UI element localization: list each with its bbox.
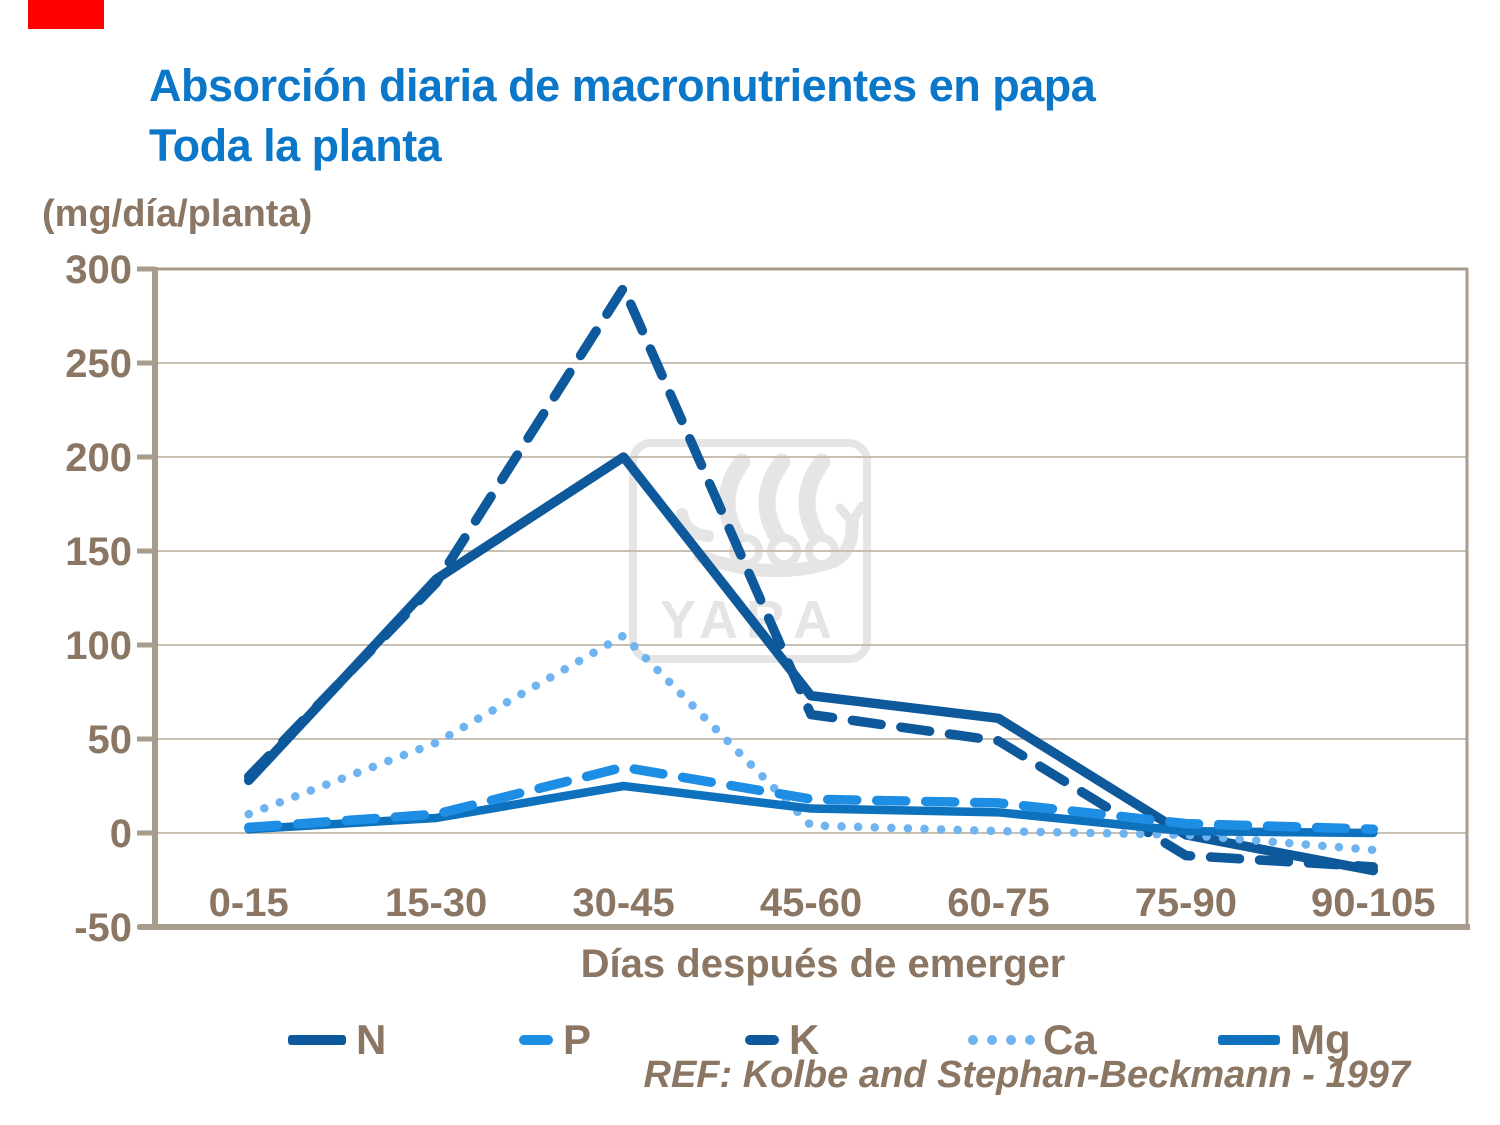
legend-label-n: N — [356, 1016, 387, 1063]
x-category-label: 0-15 — [208, 881, 289, 925]
legend-label-p: P — [563, 1016, 592, 1063]
chart-title-line1: Absorción diaria de macronutrientes en papa — [149, 60, 1096, 111]
legend-marker-ca-dots — [968, 1035, 1035, 1045]
chart-title-line2: Toda la planta — [149, 120, 442, 171]
y-tick-label: 150 — [65, 530, 132, 574]
legend-marker-n-line — [288, 1035, 346, 1045]
watermark-text: YARA — [659, 590, 841, 650]
reference-citation: REF: Kolbe and Stephan-Beckmann - 1997 — [643, 1054, 1410, 1096]
series-line-k — [249, 288, 1374, 867]
legend-label-mg: Mg — [1290, 1016, 1351, 1063]
watermark-horns-icon — [840, 506, 862, 522]
legend-marker-mg-line — [1218, 1035, 1280, 1045]
x-category-label: 15-30 — [384, 881, 488, 925]
y-tick-label: 200 — [65, 436, 132, 480]
y-tick-label: 100 — [65, 624, 132, 668]
legend-label-k: K — [789, 1016, 820, 1063]
legend-label-ca: Ca — [1043, 1016, 1097, 1063]
x-category-label: 90-105 — [1311, 881, 1436, 925]
y-tick-label: 0 — [109, 812, 132, 856]
y-axis-unit-label: (mg/día/planta) — [42, 193, 313, 235]
x-category-label: 45-60 — [759, 881, 863, 925]
y-tick-label: 300 — [65, 248, 132, 292]
x-category-label: 75-90 — [1134, 881, 1238, 925]
legend-marker-k-dash — [745, 1035, 779, 1045]
legend-item-n — [288, 1010, 386, 1070]
x-axis-title: Días después de emerger — [580, 942, 1066, 986]
y-tick-label: 50 — [87, 718, 132, 762]
x-category-label: 60-75 — [947, 881, 1050, 925]
watermark-sail-icon — [807, 462, 822, 544]
y-tick-label: 250 — [65, 342, 132, 386]
y-tick-label: -50 — [74, 906, 132, 950]
legend-item-p — [519, 1010, 591, 1070]
legend-marker-p-dash — [519, 1035, 553, 1045]
x-category-label: 30-45 — [572, 881, 675, 925]
watermark-sail-icon — [767, 462, 782, 544]
data-series-lines — [249, 288, 1374, 871]
